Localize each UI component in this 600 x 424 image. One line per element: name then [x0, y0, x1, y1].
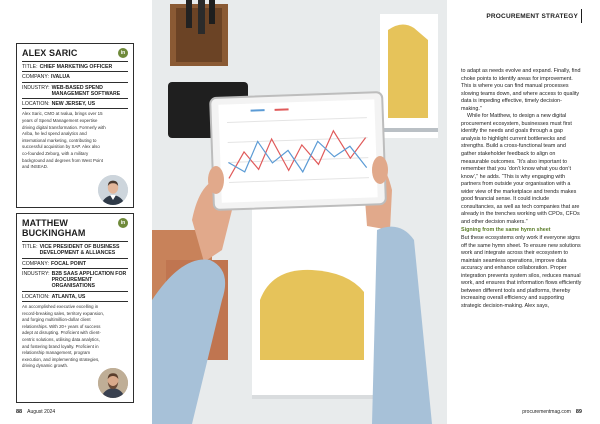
folio-right	[522, 409, 582, 415]
issue-date: August 2024	[27, 409, 56, 415]
field-key: TITLE:	[22, 64, 38, 70]
article-paragraph: to adapt as needs evolve and expand. Finally, find choke points to identify areas for improvement. This is where you can find manual processes slowing teams down, and where access to quality data is impeding effective, timely decision-making.”	[461, 68, 581, 112]
field-value: NEW JERSEY, US	[51, 101, 96, 108]
linkedin-icon[interactable]: in	[118, 218, 128, 228]
field-value: B2B SAAS APPLICATION FOR PROCUREMENT ORGANISATIONS	[51, 270, 127, 290]
article-paragraph: But these ecosystems only work if everyone signs off the same hymn sheet. To ensure new solutions work and integrate across their ecosystem to maintain seamless operations, improve data accuracy and enhance collaboration. Proper integration prevents system silos, reduces manual work, and ensures that information flows efficiently between different tools and platforms, thereby increasing overall efficiency and supporting strategic decision-making. Alex says,	[461, 235, 582, 309]
article-body	[461, 68, 582, 311]
profile-company-field	[22, 258, 128, 268]
field-value: ATLANTA, US	[51, 293, 86, 300]
field-key: LOCATION:	[22, 293, 50, 300]
profile-bio: An accomplished executive excelling in record-breaking sales, territory expansion, and forging multimillion-dollar client relationships. With 20+ years of success adept at disrupting. Proficient with client-centric solutions, utilising data analytics, and fostering brand loyalty. Proficient in relationship management, program execution, and implementing strategies, driving dynamic growth.	[22, 301, 128, 370]
profile-name: MATTHEW BUCKINGHAM	[22, 218, 86, 238]
page-number: 89	[575, 409, 582, 415]
profile-company-field	[22, 71, 128, 81]
right-page	[447, 0, 600, 424]
profile-title-field	[22, 61, 128, 71]
profile-location-field	[22, 291, 128, 301]
folio-left	[16, 409, 55, 415]
left-page	[0, 0, 152, 424]
field-value: IVALUA	[51, 74, 70, 81]
field-key: LOCATION:	[22, 101, 50, 108]
article-subhead: Signing from the same hymn sheet	[461, 227, 551, 234]
profile-name: ALEX SARIC	[22, 48, 78, 58]
profile-industry-field	[22, 268, 128, 291]
field-key: INDUSTRY:	[22, 84, 50, 91]
field-key: COMPANY:	[22, 74, 49, 81]
page-number: 88	[16, 409, 23, 415]
field-value: VICE PRESIDENT OF BUSINESS DEVELOPMENT & ALLIANCES	[39, 244, 120, 257]
linkedin-icon[interactable]: in	[118, 48, 128, 58]
avatar	[98, 368, 128, 398]
profile-card-alex-saric	[16, 43, 134, 208]
profile-title-field	[22, 241, 128, 258]
profile-industry-field	[22, 82, 128, 99]
section-rule	[581, 9, 582, 23]
field-value: FOCAL POINT	[51, 260, 87, 267]
field-value: WEB-BASED SPEND MANAGEMENT SOFTWARE	[51, 84, 121, 97]
tablet-desk-photo	[152, 0, 447, 424]
field-key: COMPANY:	[22, 260, 49, 267]
field-value: CHIEF MARKETING OFFICER	[39, 64, 113, 70]
avatar	[98, 175, 128, 205]
site-url[interactable]: procurementmag.com	[522, 409, 571, 415]
field-key: INDUSTRY:	[22, 270, 50, 277]
profile-bio: Alex Saric, CMO at Ivalua, brings over 15 years of Spend Management expertise driving digital transformation. Formerly with Ariba, he led spend analytics and international marketing, contributing to successful acquisition by SAP. Alex also co-founded Zeborg, with a military background and degrees from West Point and INSEAD.	[22, 108, 128, 170]
article-paragraph: While for Matthew, to design a new digital procurement ecosystem, businesses must first identify the needs and goals through a gap analysis to highlight current bottlenecks and strengths. Build a cross-functional team and gather stakeholder feedback to align on measurable outcomes. “It’s also important to remember that you ‘don’t know what you don’t know’,” he adds. “This is why engaging with partners from outside your organisation with a wider view of the marketplace and trends makes good financial sense. It could include consultancies, as well as tech companies that are already in the trenches working with CPOs, CFOs and other decision makers.”	[461, 113, 580, 225]
profile-location-field	[22, 98, 128, 108]
field-key: TITLE:	[22, 244, 38, 250]
article-photo	[152, 0, 447, 424]
section-header: PROCUREMENT STRATEGY	[486, 13, 578, 20]
profile-card-matthew-buckingham	[16, 213, 134, 403]
